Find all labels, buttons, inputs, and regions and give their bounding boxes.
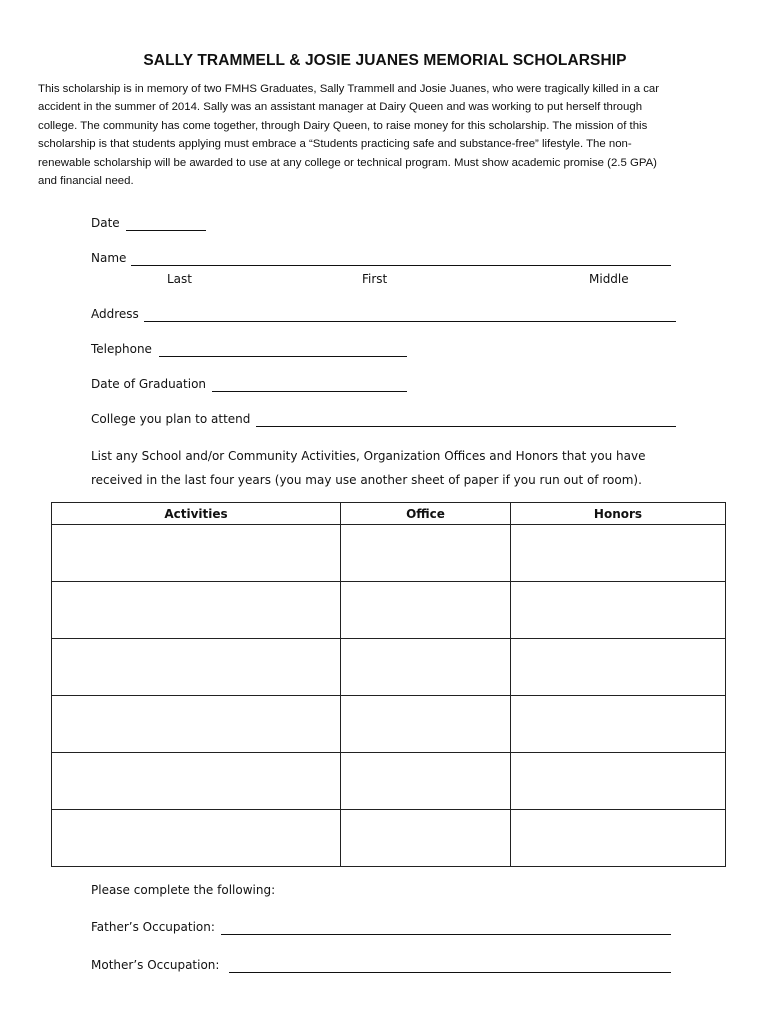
honors-cell[interactable] [511, 810, 726, 867]
address-label: Address [91, 307, 139, 321]
honors-cell[interactable] [511, 753, 726, 810]
intro-paragraph [38, 80, 732, 190]
name-last-label: Last [167, 272, 192, 286]
activity-cell[interactable] [52, 696, 341, 753]
name-label: Name [91, 251, 127, 265]
activities-table [51, 502, 726, 867]
honors-cell[interactable] [511, 639, 726, 696]
honors-cell[interactable] [511, 525, 726, 582]
table-row [52, 753, 726, 810]
name-middle-label: Middle [589, 272, 629, 286]
office-cell[interactable] [341, 810, 511, 867]
mothers-occupation-field[interactable] [229, 972, 671, 973]
telephone-field[interactable] [159, 356, 407, 357]
office-cell[interactable] [341, 582, 511, 639]
activities-header: Activities [52, 503, 341, 525]
page-title: SALLY TRAMMELL & JOSIE JUANES MEMORIAL SCHOLARSHIP [143, 52, 627, 69]
intro-line: scholarship is that students applying must embrace a “Students practicing safe and substance-free” lifestyle. The non- [38, 138, 632, 151]
table-row [52, 582, 726, 639]
office-cell[interactable] [341, 525, 511, 582]
graduation-field[interactable] [212, 391, 407, 392]
intro-line: and financial need. [38, 175, 134, 188]
table-row [52, 696, 726, 753]
office-cell[interactable] [341, 696, 511, 753]
table-row [52, 639, 726, 696]
date-label: Date [91, 216, 120, 230]
activity-cell[interactable] [52, 639, 341, 696]
mothers-occupation-label: Mother’s Occupation: [91, 958, 220, 972]
table-row [52, 810, 726, 867]
intro-line: This scholarship is in memory of two FMHS Graduates, Sally Trammell and Josie Juanes, who were tragically killed in a car [38, 83, 660, 95]
name-first-label: First [362, 272, 388, 286]
activity-cell[interactable] [52, 753, 341, 810]
office-cell[interactable] [341, 639, 511, 696]
honors-header: Honors [511, 503, 726, 525]
table-header-row [52, 503, 726, 525]
activities-prompt [91, 444, 691, 492]
complete-prompt: Please complete the following: [91, 883, 276, 897]
graduation-label: Date of Graduation [91, 377, 207, 391]
activity-cell[interactable] [52, 525, 341, 582]
date-field[interactable] [126, 230, 206, 231]
prompt-line: received in the last four years (you may use another sheet of paper if you run out of room). [91, 473, 642, 487]
honors-cell[interactable] [511, 582, 726, 639]
address-field[interactable] [144, 321, 676, 322]
office-header: Office [341, 503, 511, 525]
college-field[interactable] [256, 426, 676, 427]
office-cell[interactable] [341, 753, 511, 810]
fathers-occupation-label: Father’s Occupation: [91, 920, 215, 934]
table-row [52, 525, 726, 582]
prompt-line: List any School and/or Community Activities, Organization Offices and Honors that you have [91, 449, 646, 463]
honors-cell[interactable] [511, 696, 726, 753]
college-label: College you plan to attend [91, 412, 251, 426]
intro-line: accident in the summer of 2014. Sally was an assistant manager at Dairy Queen and was working to put herself through [38, 101, 643, 114]
fathers-occupation-field[interactable] [221, 934, 671, 935]
name-field[interactable] [131, 265, 671, 266]
intro-line: renewable scholarship will be awarded to use at any college or technical program. Must show academic promise (2.5 GPA) [38, 156, 657, 169]
activity-cell[interactable] [52, 810, 341, 867]
activity-cell[interactable] [52, 582, 341, 639]
intro-line: college. The community has come together, through Dairy Queen, to raise money for this scholarship. The mission of this [38, 119, 648, 132]
telephone-label: Telephone [91, 342, 152, 356]
